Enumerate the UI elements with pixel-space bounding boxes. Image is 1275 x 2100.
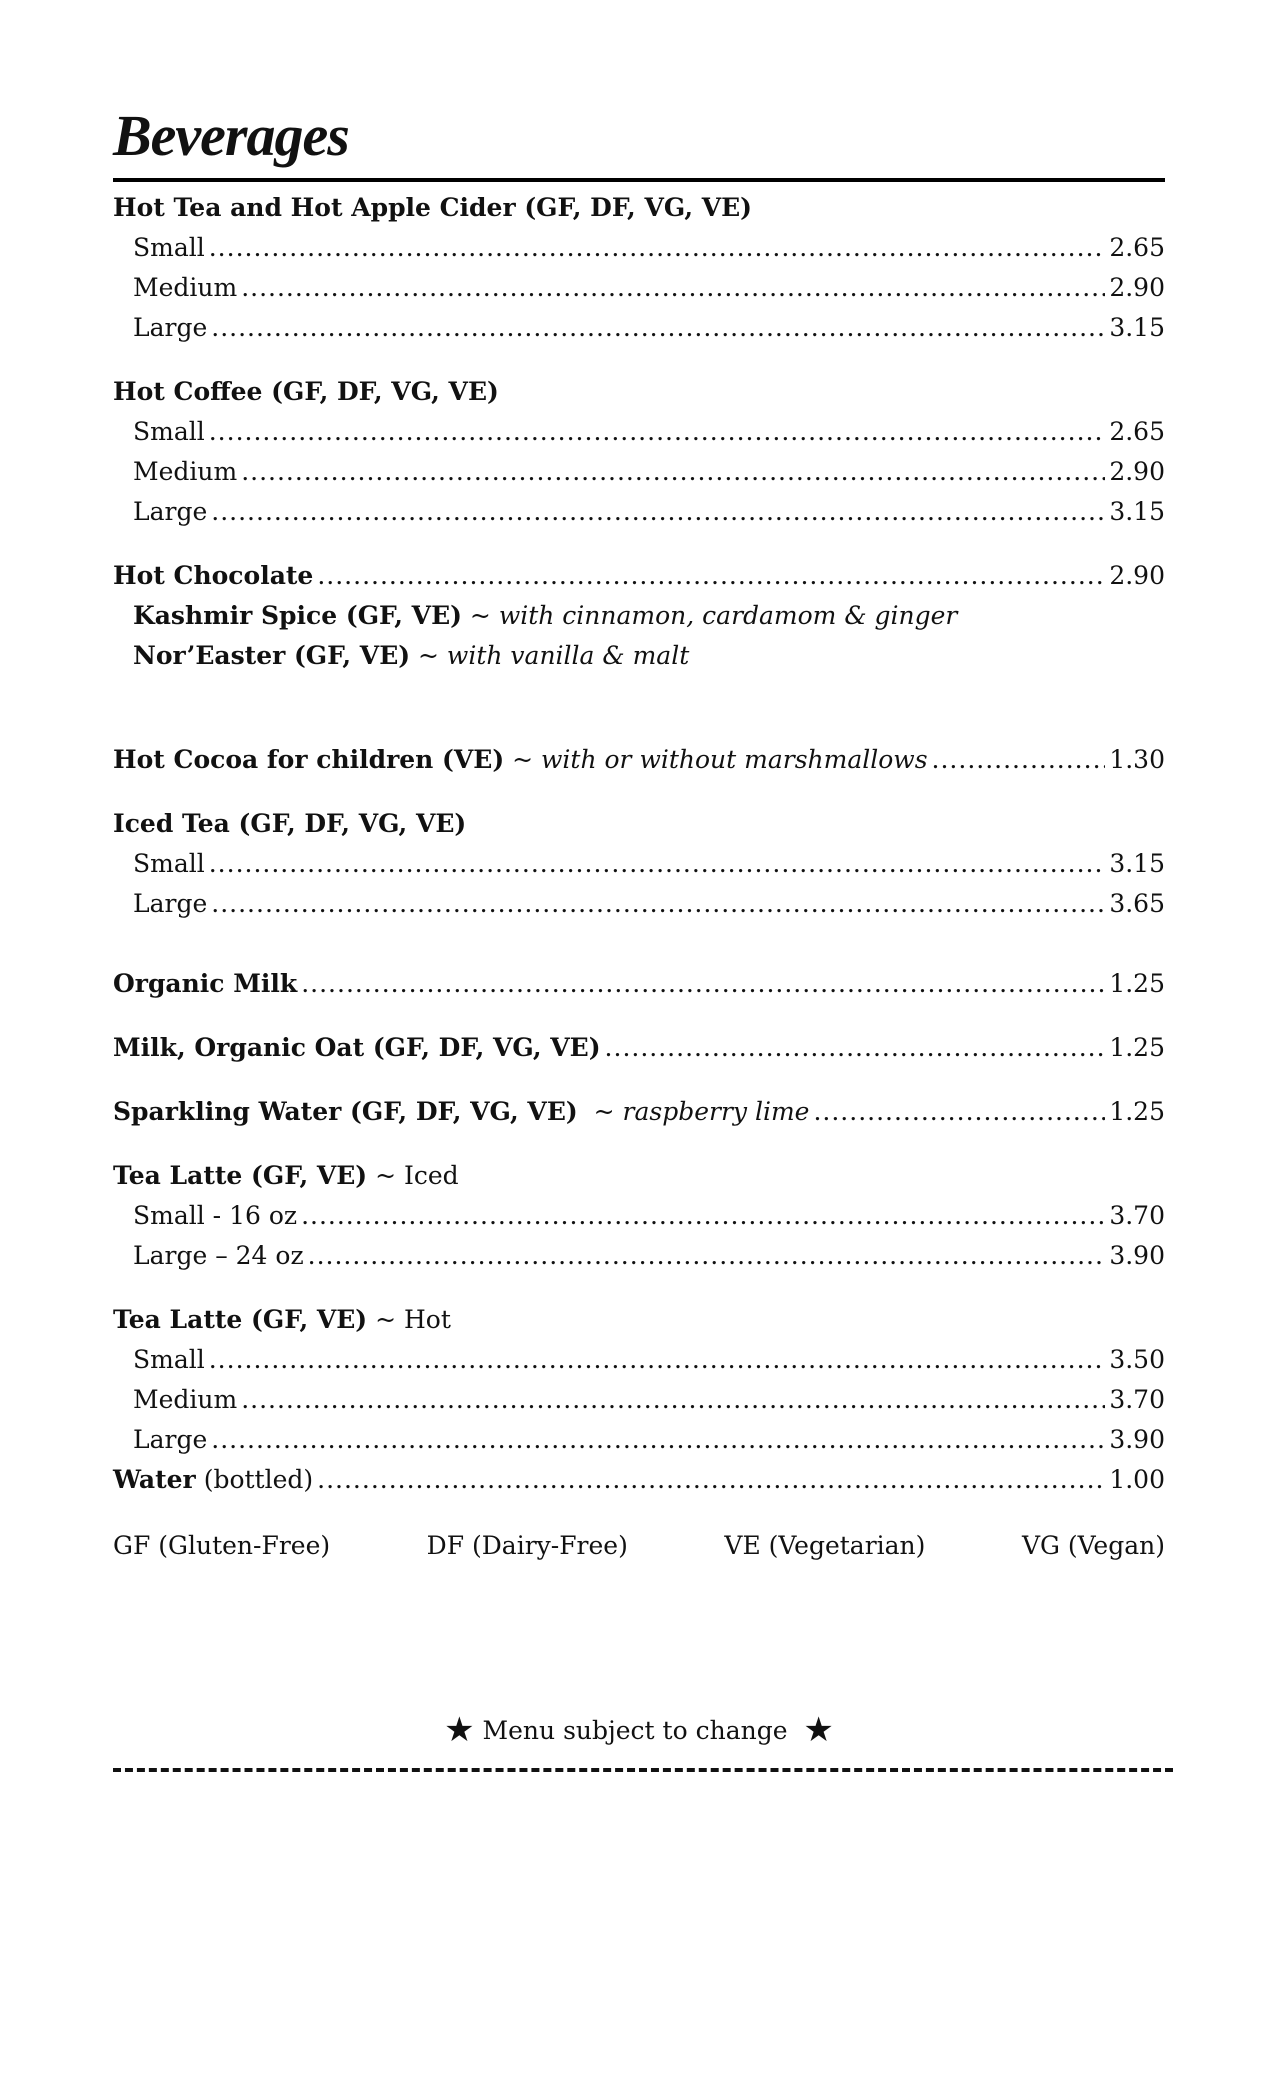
menu-item-heading <box>113 1300 1165 1340</box>
dietary-legend <box>113 1526 1165 1566</box>
dot-leader <box>308 1236 1106 1276</box>
dot-leader <box>211 884 1105 924</box>
menu-size-row <box>113 452 1165 492</box>
legend-gluten-free: GF (Gluten-Free) <box>113 1531 331 1560</box>
menu-item-row <box>113 740 1165 780</box>
size-label: Large <box>133 313 208 342</box>
dot-leader <box>301 964 1105 1004</box>
size-label: Large – 24 oz <box>133 1241 304 1270</box>
item-suffix: ~ Hot <box>375 1305 451 1334</box>
size-label: Small <box>133 1345 205 1374</box>
price: 3.50 <box>1109 1345 1165 1374</box>
menu-item-heading <box>113 804 1165 844</box>
menu-size-row <box>113 308 1165 348</box>
item-name: Milk, Organic Oat (GF, DF, VG, VE) <box>113 1033 601 1062</box>
size-label: Small <box>133 417 205 446</box>
price: 1.25 <box>1109 1097 1165 1126</box>
size-label: Large <box>133 889 208 918</box>
price: 3.70 <box>1109 1385 1165 1414</box>
size-label: Small <box>133 849 205 878</box>
item-suffix: (bottled) <box>203 1465 314 1494</box>
menu-size-row <box>113 884 1165 924</box>
menu-size-row <box>113 1340 1165 1380</box>
price: 3.15 <box>1109 313 1165 342</box>
menu-item-row <box>113 1092 1165 1132</box>
dot-leader <box>317 556 1105 596</box>
title-divider <box>113 178 1165 182</box>
menu-size-row <box>113 228 1165 268</box>
dot-leader <box>209 1340 1106 1380</box>
menu-size-row <box>113 844 1165 884</box>
menu-size-row <box>113 1236 1165 1276</box>
item-name: Hot Cocoa for children (VE) <box>113 745 505 774</box>
dot-leader <box>813 1092 1105 1132</box>
menu-size-row <box>113 1380 1165 1420</box>
page-title: Beverages <box>113 103 349 168</box>
price: 1.25 <box>1109 1033 1165 1062</box>
footer-note <box>113 1710 1165 1751</box>
menu-size-row <box>113 412 1165 452</box>
dashed-divider <box>113 1768 1173 1772</box>
size-label: Small <box>133 233 205 262</box>
size-label: Large <box>133 497 208 526</box>
dot-leader <box>317 1460 1105 1500</box>
dot-leader <box>932 740 1106 780</box>
dot-leader <box>241 268 1105 308</box>
dot-leader <box>209 412 1106 452</box>
item-suffix: ~ Iced <box>375 1161 459 1190</box>
menu-item-row <box>113 964 1165 1004</box>
item-name: Hot Chocolate <box>113 561 314 590</box>
price: 3.15 <box>1109 849 1165 878</box>
item-name: Water <box>113 1465 196 1494</box>
price: 2.90 <box>1109 561 1165 590</box>
dot-leader <box>211 1420 1105 1460</box>
menu-item-row <box>113 1460 1165 1500</box>
menu-variant-row <box>113 636 1165 676</box>
dot-leader <box>605 1028 1106 1068</box>
item-name: Iced Tea (GF, DF, VG, VE) <box>113 809 467 838</box>
dot-leader <box>241 1380 1105 1420</box>
price: 1.30 <box>1109 745 1165 774</box>
menu-page <box>113 100 1165 1750</box>
dot-leader <box>209 844 1106 884</box>
size-label: Medium <box>133 1385 238 1414</box>
item-description: ~ raspberry lime <box>593 1097 810 1126</box>
item-name: Hot Coffee (GF, DF, VG, VE) <box>113 377 499 406</box>
price: 3.65 <box>1109 889 1165 918</box>
footer-text: Menu subject to change <box>482 1716 788 1745</box>
legend-dairy-free: DF (Dairy-Free) <box>426 1531 628 1560</box>
price: 3.15 <box>1109 497 1165 526</box>
variant-description: ~ with cinnamon, cardamom & ginger <box>469 601 958 630</box>
price: 2.90 <box>1109 273 1165 302</box>
menu-size-row <box>113 492 1165 532</box>
item-name: Organic Milk <box>113 969 298 998</box>
size-label: Medium <box>133 457 238 486</box>
menu-variant-row <box>113 596 1165 636</box>
item-name: Tea Latte (GF, VE) <box>113 1161 368 1190</box>
price: 2.65 <box>1109 233 1165 262</box>
size-label: Large <box>133 1425 208 1454</box>
variant-name: Nor’Easter (GF, VE) <box>133 641 411 670</box>
legend-vegetarian: VE (Vegetarian) <box>724 1531 926 1560</box>
price: 3.90 <box>1109 1241 1165 1270</box>
price: 3.90 <box>1109 1425 1165 1454</box>
price: 2.90 <box>1109 457 1165 486</box>
dot-leader <box>241 452 1105 492</box>
price: 1.25 <box>1109 969 1165 998</box>
price: 1.00 <box>1109 1465 1165 1494</box>
size-label: Small - 16 oz <box>133 1201 298 1230</box>
dot-leader <box>209 228 1106 268</box>
item-name: Hot Tea and Hot Apple Cider (GF, DF, VG, VE) <box>113 193 753 222</box>
dot-leader <box>211 492 1105 532</box>
dot-leader <box>211 308 1105 348</box>
star-icon: ★ <box>803 1710 834 1750</box>
menu-item-heading <box>113 188 1165 228</box>
star-icon: ★ <box>444 1710 475 1750</box>
menu-size-row <box>113 1420 1165 1460</box>
menu-item-heading <box>113 1156 1165 1196</box>
legend-vegan: VG (Vegan) <box>1021 1531 1165 1560</box>
item-description: ~ with or without marshmallows <box>512 745 928 774</box>
variant-description: ~ with vanilla & malt <box>418 641 690 670</box>
menu-size-row <box>113 268 1165 308</box>
size-label: Medium <box>133 273 238 302</box>
menu-size-row <box>113 1196 1165 1236</box>
menu-item-row <box>113 1028 1165 1068</box>
dot-leader <box>301 1196 1105 1236</box>
variant-name: Kashmir Spice (GF, VE) <box>133 601 462 630</box>
item-name: Sparkling Water (GF, DF, VG, VE) <box>113 1097 578 1126</box>
menu-item-row <box>113 556 1165 596</box>
price: 3.70 <box>1109 1201 1165 1230</box>
menu-item-heading <box>113 372 1165 412</box>
item-name: Tea Latte (GF, VE) <box>113 1305 368 1334</box>
price: 2.65 <box>1109 417 1165 446</box>
